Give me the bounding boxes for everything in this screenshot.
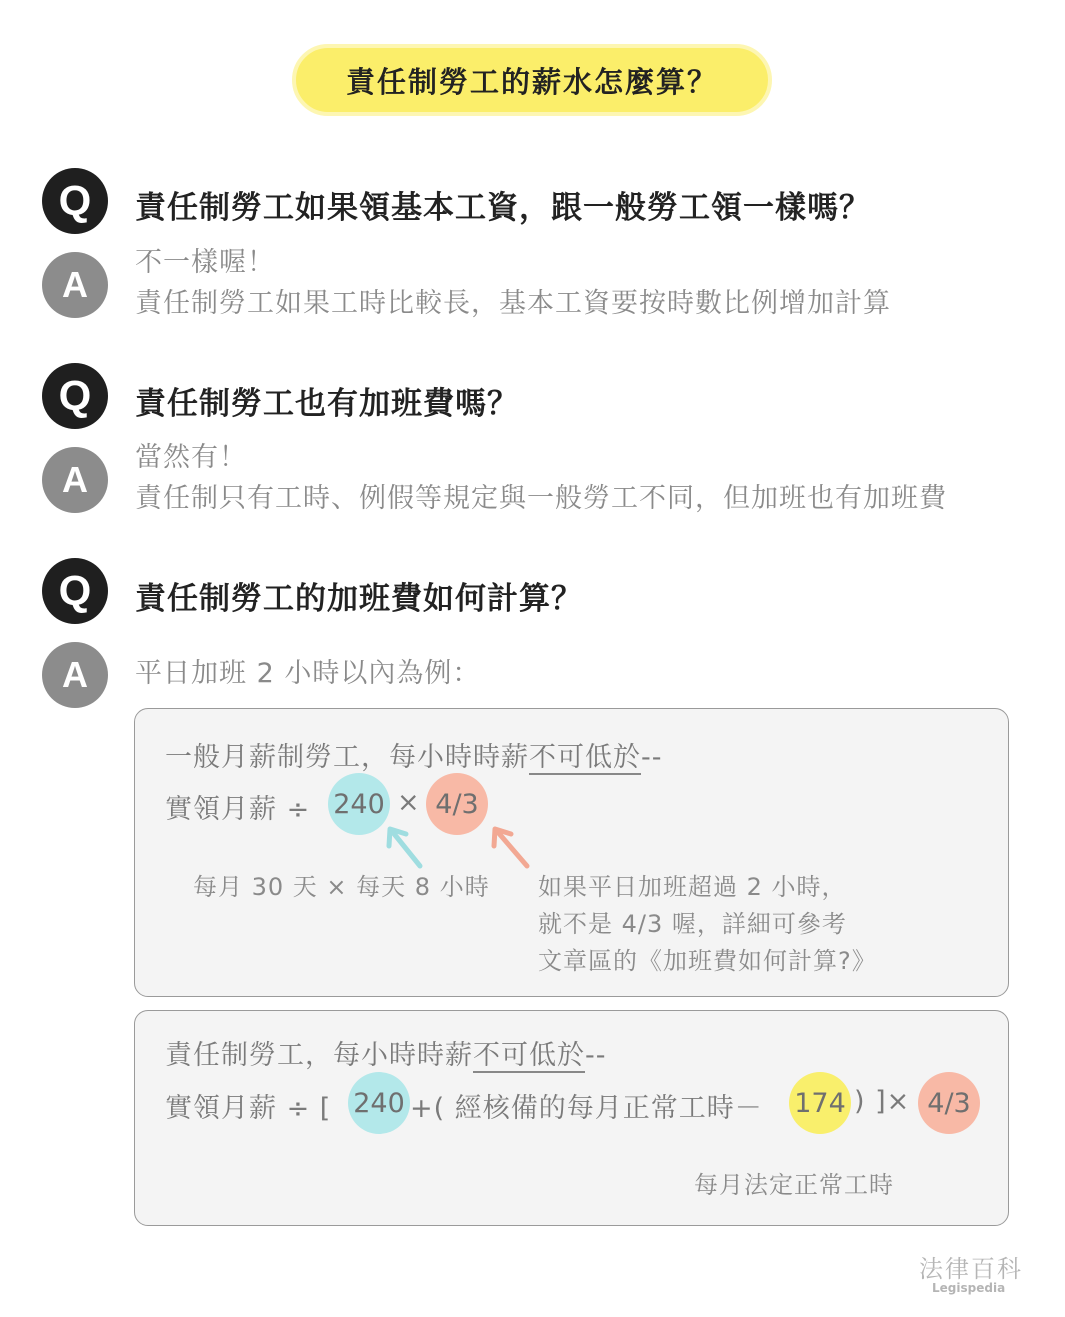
box2-value-174: 174	[789, 1072, 851, 1134]
box1-note-left: 每月 30 天 × 每天 8 小時	[193, 873, 490, 901]
answer-2-line-2: 責任制只有工時、例假等規定與一般勞工不同，但加班也有加班費	[135, 483, 947, 514]
teal-arrow	[389, 829, 420, 866]
box1-value-240: 240	[328, 773, 390, 835]
box2-heading-underlined: 不可低於	[473, 1040, 585, 1071]
box1-note-right-2: 就不是 4/3 喔，詳細可參考	[538, 910, 847, 938]
box1-value-ratio: 4/3	[426, 773, 488, 835]
box1-note-right-3: 文章區的《加班費如何計算?》	[538, 947, 877, 975]
box1-heading-underlined: 不可低於	[529, 742, 641, 773]
salmon-arrow	[494, 829, 527, 866]
box2-value-240: 240	[348, 1072, 410, 1134]
box2-note: 每月法定正常工時	[694, 1171, 894, 1199]
box2-formula-close: ) ]×	[854, 1086, 911, 1117]
box1-note-right-1: 如果平日加班超過 2 小時，	[538, 873, 847, 901]
q-badge-1: Q	[42, 168, 108, 234]
box2-heading-prefix: 責任制勞工，每小時時薪	[165, 1040, 473, 1071]
box2-formula-middle: +( 經核備的每月正常工時－	[410, 1093, 763, 1124]
a-badge-2: A	[42, 447, 108, 513]
a-badge-3: A	[42, 642, 108, 708]
q-badge-3: Q	[42, 558, 108, 624]
question-1: 責任制勞工如果領基本工資，跟一般勞工領一樣嗎？	[135, 190, 871, 226]
box2-formula-prefix: 實領月薪 ÷ [	[165, 1093, 332, 1124]
answer-1-line-1: 不一樣喔！	[135, 247, 275, 278]
q-badge-2: Q	[42, 363, 108, 429]
answer-3-line-1: 平日加班 2 小時以內為例：	[135, 658, 481, 689]
page-title: 責任制勞工的薪水怎麼算？	[292, 44, 772, 116]
box1-heading-suffix: --	[641, 742, 663, 773]
answer-2-line-1: 當然有！	[135, 442, 247, 473]
box2-value-ratio: 4/3	[918, 1072, 980, 1134]
box2-heading-suffix: --	[585, 1040, 607, 1071]
box1-times: ×	[397, 787, 421, 818]
brand-logo-subtext: Legispedia	[932, 1281, 1006, 1295]
a-badge-1: A	[42, 252, 108, 318]
box2-heading	[165, 1033, 607, 1072]
question-3: 責任制勞工的加班費如何計算？	[135, 581, 583, 617]
box1-formula-prefix: 實領月薪 ÷	[165, 794, 311, 825]
answer-1-line-2: 責任制勞工如果工時比較長，基本工資要按時數比例增加計算	[135, 288, 891, 319]
question-2: 責任制勞工也有加班費嗎？	[135, 386, 519, 422]
box1-heading-prefix: 一般月薪制勞工，每小時時薪	[165, 742, 529, 773]
brand-logo-text: 法律百科	[919, 1255, 1023, 1283]
